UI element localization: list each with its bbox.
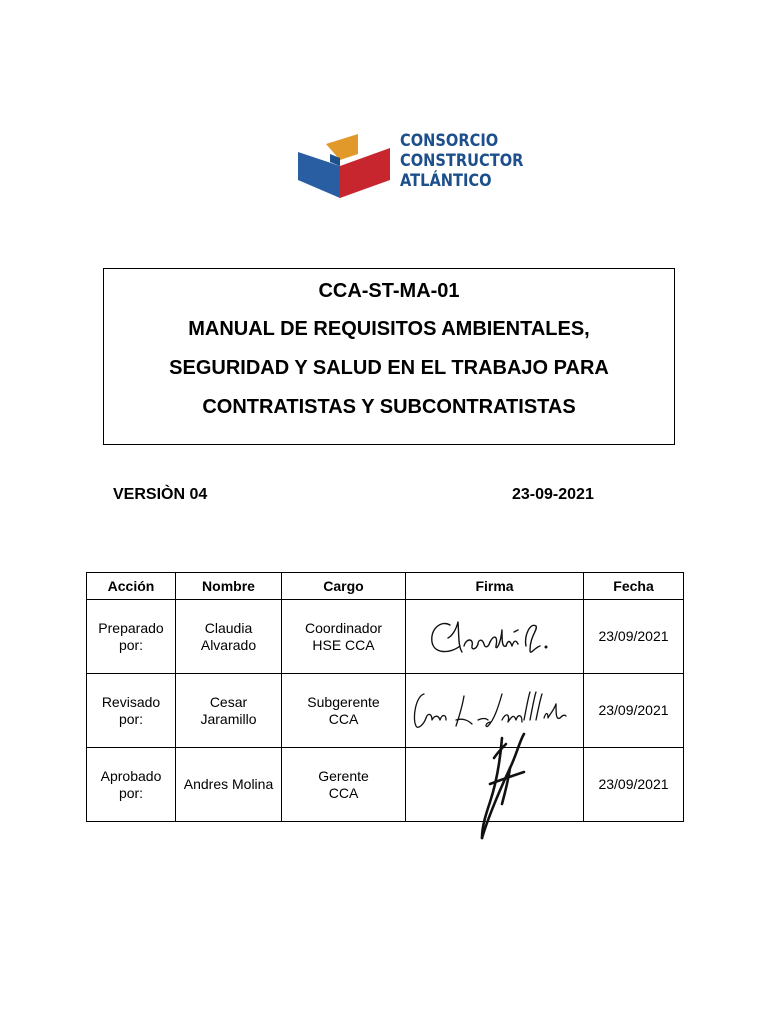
nombre-line-1: Andres Molina <box>183 776 274 792</box>
title-line-1: MANUAL DE REQUISITOS AMBIENTALES, <box>188 318 590 340</box>
cell-fecha: 23/09/2021 <box>584 748 684 822</box>
cell-accion <box>87 674 176 748</box>
accion-line-1: Revisado <box>101 693 161 710</box>
cargo-line-2: HSE CCA <box>312 636 375 653</box>
signature-andres <box>406 748 584 821</box>
logo-cube-icon <box>296 132 392 202</box>
cell-accion <box>87 600 176 674</box>
header-firma: Firma <box>406 573 584 600</box>
company-logo <box>296 128 536 204</box>
document-code: CCA-ST-MA-01 <box>318 280 460 302</box>
cell-nombre <box>176 748 282 822</box>
nombre-line-1: Claudia <box>204 619 253 636</box>
table-row <box>87 674 684 748</box>
document-date: 23-09-2021 <box>512 486 594 503</box>
cell-nombre <box>176 674 282 748</box>
cargo-line-1: Gerente <box>318 767 369 784</box>
cargo-line-2: CCA <box>328 710 359 727</box>
cargo-line-1: Coordinador <box>304 619 383 636</box>
nombre-line-2: Alvarado <box>200 636 257 653</box>
accion-line-2: por: <box>118 784 144 801</box>
header-nombre: Nombre <box>176 573 282 600</box>
logo-line-1: CONSORCIO <box>400 131 499 151</box>
title-line-3: CONTRATISTAS Y SUBCONTRATISTAS <box>202 396 576 418</box>
accion-line-1: Preparado <box>98 619 164 636</box>
cargo-line-2: CCA <box>328 784 359 801</box>
table-header-row <box>87 573 684 600</box>
logo-line-2: CONSTRUCTOR <box>400 151 524 171</box>
approval-table <box>86 572 684 822</box>
accion-line-2: por: <box>118 636 144 653</box>
cell-cargo <box>282 600 406 674</box>
cell-firma <box>406 748 584 822</box>
cell-cargo <box>282 748 406 822</box>
signature-cesar <box>406 674 584 747</box>
document-version: VERSIÒN 04 <box>113 486 208 503</box>
logo-wordmark <box>400 131 523 191</box>
cell-nombre <box>176 600 282 674</box>
header-fecha: Fecha <box>584 573 684 600</box>
accion-line-1: Aprobado <box>100 767 162 784</box>
cell-firma <box>406 600 584 674</box>
header-accion: Acción <box>87 573 176 600</box>
cell-accion <box>87 748 176 822</box>
signature-claudia <box>406 600 584 673</box>
cell-cargo <box>282 674 406 748</box>
nombre-line-1: Cesar Jaramillo <box>200 693 257 727</box>
cargo-line-1: Subgerente <box>307 693 380 710</box>
title-line-2: SEGURIDAD Y SALUD EN EL TRABAJO PARA <box>169 357 609 379</box>
document-title-box <box>103 268 675 445</box>
header-cargo: Cargo <box>282 573 406 600</box>
cell-firma <box>406 674 584 748</box>
cell-fecha: 23/09/2021 <box>584 674 684 748</box>
table-row <box>87 600 684 674</box>
logo-line-3: ATLÁNTICO <box>400 171 492 191</box>
table-row <box>87 748 684 822</box>
accion-line-2: por: <box>118 710 144 727</box>
cell-fecha: 23/09/2021 <box>584 600 684 674</box>
